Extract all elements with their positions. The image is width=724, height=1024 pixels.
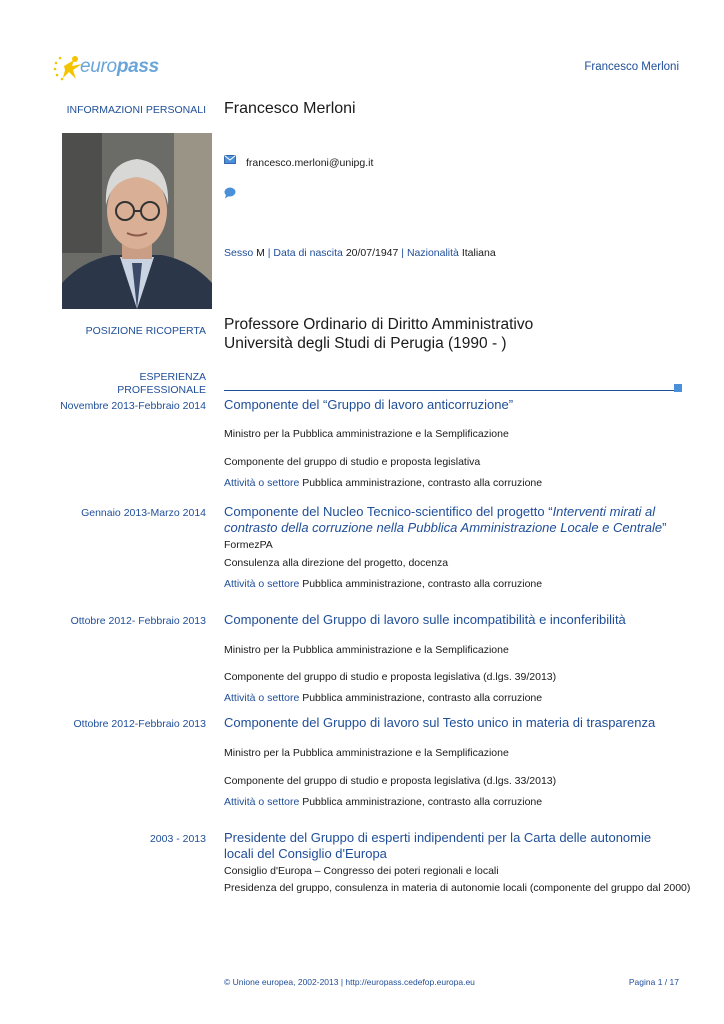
- job-date: Ottobre 2012- Febbraio 2013: [70, 615, 206, 627]
- job-activity: Consulenza alla direzione del progetto, docenza: [224, 557, 449, 569]
- job-title: [224, 504, 684, 536]
- job-employer: FormezPA: [224, 539, 273, 551]
- section-square-icon: [674, 384, 682, 392]
- nationality-label: Nazionalità: [406, 247, 459, 259]
- job-title: Componente del “Gruppo di lavoro anticorruzione”: [224, 397, 514, 412]
- sector-value: Pubblica amministrazione, contrasto alla corruzione: [302, 796, 543, 808]
- section-divider: [224, 390, 676, 391]
- sector-value: Pubblica amministrazione, contrasto alla corruzione: [302, 477, 543, 489]
- job-employer: Ministro per la Pubblica amministrazione e la Semplificazione: [224, 747, 509, 759]
- job-title-prefix: Componente del Nucleo Tecnico-scientifico del progetto “: [224, 504, 553, 519]
- profile-photo: [62, 133, 212, 309]
- job-title-project: Interventi mirati al contrasto della corruzione nella Pubblica Amministrazione Locale e Centrale: [224, 504, 663, 535]
- separator: |: [264, 247, 274, 259]
- job-employer: Ministro per la Pubblica amministrazione e la Semplificazione: [224, 644, 509, 656]
- job-activity: Presidenza del gruppo, consulenza in materia di autonomie locali (componente del gruppo dal 2000): [224, 882, 691, 894]
- experience-label: [117, 371, 206, 397]
- sex-label: Sesso: [224, 247, 254, 259]
- position-title: [224, 315, 684, 353]
- footer-copyright[interactable]: © Unione europea, 2002-2013 | http://europass.cedefop.europa.eu: [224, 977, 475, 987]
- position-line-1: Professore Ordinario di Diritto Amministrativo: [224, 316, 534, 333]
- birth-label: Data di nascita: [273, 247, 343, 259]
- job-sector: [224, 578, 542, 590]
- job-sector: [224, 796, 542, 808]
- job-date: Ottobre 2012-Febbraio 2013: [73, 718, 206, 730]
- sector-value: Pubblica amministrazione, contrasto alla corruzione: [302, 692, 543, 704]
- header-name: Francesco Merloni: [584, 61, 679, 73]
- europass-wordmark: europass: [80, 56, 159, 77]
- experience-label-line-2: PROFESSIONALE: [117, 384, 206, 396]
- job-employer: Consiglio d'Europa – Congresso dei poteri regionali e locali: [224, 865, 499, 877]
- job-title: Componente del Gruppo di lavoro sulle incompatibilità e inconferibilità: [224, 612, 626, 627]
- sector-label: Attività o settore: [224, 477, 300, 489]
- job-activity: Componente del gruppo di studio e proposta legislativa (d.lgs. 39/2013): [224, 671, 557, 683]
- job-date: Novembre 2013-Febbraio 2014: [60, 400, 206, 412]
- job-date: 2003 - 2013: [149, 833, 206, 845]
- sector-label: Attività o settore: [224, 578, 300, 590]
- separator: |: [398, 247, 407, 259]
- email-icon: [224, 155, 236, 164]
- personal-name: Francesco Merloni: [224, 100, 356, 117]
- sex-value: M: [256, 247, 265, 259]
- europass-logo: [52, 52, 162, 84]
- sector-label: Attività o settore: [224, 692, 300, 704]
- sector-label: Attività o settore: [224, 796, 300, 808]
- job-date: Gennaio 2013-Marzo 2014: [81, 507, 206, 519]
- experience-label-line-1: ESPERIENZA: [139, 371, 206, 383]
- job-title-suffix: ”: [662, 520, 667, 535]
- job-title: Componente del Gruppo di lavoro sul Testo unico in materia di trasparenza: [224, 715, 656, 730]
- job-activity: Componente del gruppo di studio e proposta legislativa: [224, 456, 481, 468]
- job-sector: [224, 477, 542, 489]
- email-address[interactable]: francesco.merloni@unipg.it: [246, 157, 374, 169]
- nationality-value: Italiana: [461, 247, 496, 259]
- page-number: Pagina 1 / 17: [628, 977, 679, 987]
- instant-messaging-icon: [224, 187, 236, 199]
- position-line-2: Università degli Studi di Perugia (1990 - ): [224, 335, 507, 352]
- job-employer: Ministro per la Pubblica amministrazione e la Semplificazione: [224, 428, 509, 440]
- personal-details-line: [224, 247, 496, 259]
- position-label: POSIZIONE RICOPERTA: [85, 325, 206, 337]
- job-activity: Componente del gruppo di studio e proposta legislativa (d.lgs. 33/2013): [224, 775, 557, 787]
- job-sector: [224, 692, 542, 704]
- personal-info-label: INFORMAZIONI PERSONALI: [66, 104, 206, 116]
- job-title: Presidente del Gruppo di esperti indipendenti per la Carta delle autonomie locali del Consiglio d'Europa: [224, 830, 652, 861]
- sector-value: Pubblica amministrazione, contrasto alla corruzione: [302, 578, 543, 590]
- birth-value: 20/07/1947: [345, 247, 399, 259]
